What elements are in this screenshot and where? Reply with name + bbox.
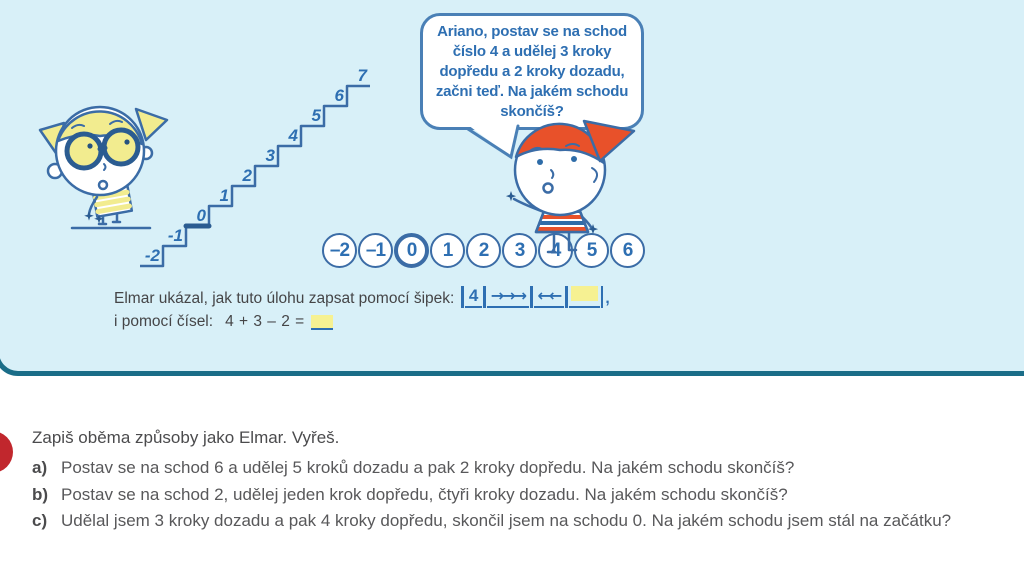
elmar-second-prefix: i pomocí čísel: [114,313,214,330]
number-circle: 2 [466,233,501,268]
exercise-list [0,455,1024,535]
elmar-prefix: Elmar ukázal, jak tuto úlohu zapsat pomocí šipek: [114,290,455,307]
equation: 4 + 3 – 2 = [225,313,305,330]
exercise-block [0,428,1024,535]
speech-bubble-text: Ariano, postav se na schod číslo 4 a udělej 3 kroky dopředu a 2 kroky dozadu, začni teď. Na jakém schodu skončíš? [435,22,629,120]
stair-step-label: 3 [265,146,275,165]
exercise-item-label: c) [32,511,48,530]
number-line [322,233,645,268]
number-circle: 6 [610,233,645,268]
notation-start-step: 4 [465,285,482,308]
stair-step-label: -2 [144,246,160,265]
stair-step-label: -1 [167,226,183,245]
exercise-item-text: Postav se na schod 2, udělej jeden krok dopředu, čtyři kroky dozadu. Na jakém schodu skončíš? [61,484,788,504]
notation-bar [461,286,464,308]
stair-step-label: 5 [311,106,321,125]
number-circle: –1 [358,233,393,268]
notation-bar [601,286,604,308]
stair-step-label: 0 [196,206,206,225]
exercise-item-label: b) [32,484,49,504]
arrow-notation [460,285,609,308]
exercise-item-text: Postav se na schod 6 a udělej 5 kroků dozadu a pak 2 kroky dopředu. Na jakém schodu skončíš? [61,458,795,477]
number-circle: 1 [430,233,465,268]
answer-blank-box [571,286,598,301]
stair-step-label: 1 [219,186,229,205]
elmar-explanation [114,285,610,331]
stair-step-label: 7 [357,66,367,85]
notation-bar [483,286,486,308]
notation-bar [530,286,533,308]
speech-bubble [420,13,644,130]
exercise-item-text: Udělal jsem 3 kroky dozadu a pak 4 kroky dopředu, skončil jsem na schodu 0. Na jakém schodu jsem stál na začátku? [61,511,952,530]
exercise-item-label: a) [32,458,48,477]
number-circle: 4 [538,233,573,268]
number-circle: –2 [322,233,357,268]
stair-step-label: 2 [242,166,252,185]
forward-arrows: →→→ [487,285,529,308]
exercise-item [32,455,1024,482]
number-circle: 5 [574,233,609,268]
exercise-intro: Zapiš oběma způsoby jako Elmar. Vyřeš. [32,428,340,447]
backward-arrows: ←← [534,285,565,308]
notation-comma: , [605,290,610,307]
number-circle: 0 [394,233,429,268]
equation-blank-box [311,315,333,330]
stair-step-label: 6 [334,86,344,105]
answer-blank [569,285,600,308]
exercise-item [32,508,1024,535]
notation-bar [565,286,568,308]
number-circle: 3 [502,233,537,268]
stair-step-label: 4 [288,126,298,145]
exercise-item [32,482,1024,509]
